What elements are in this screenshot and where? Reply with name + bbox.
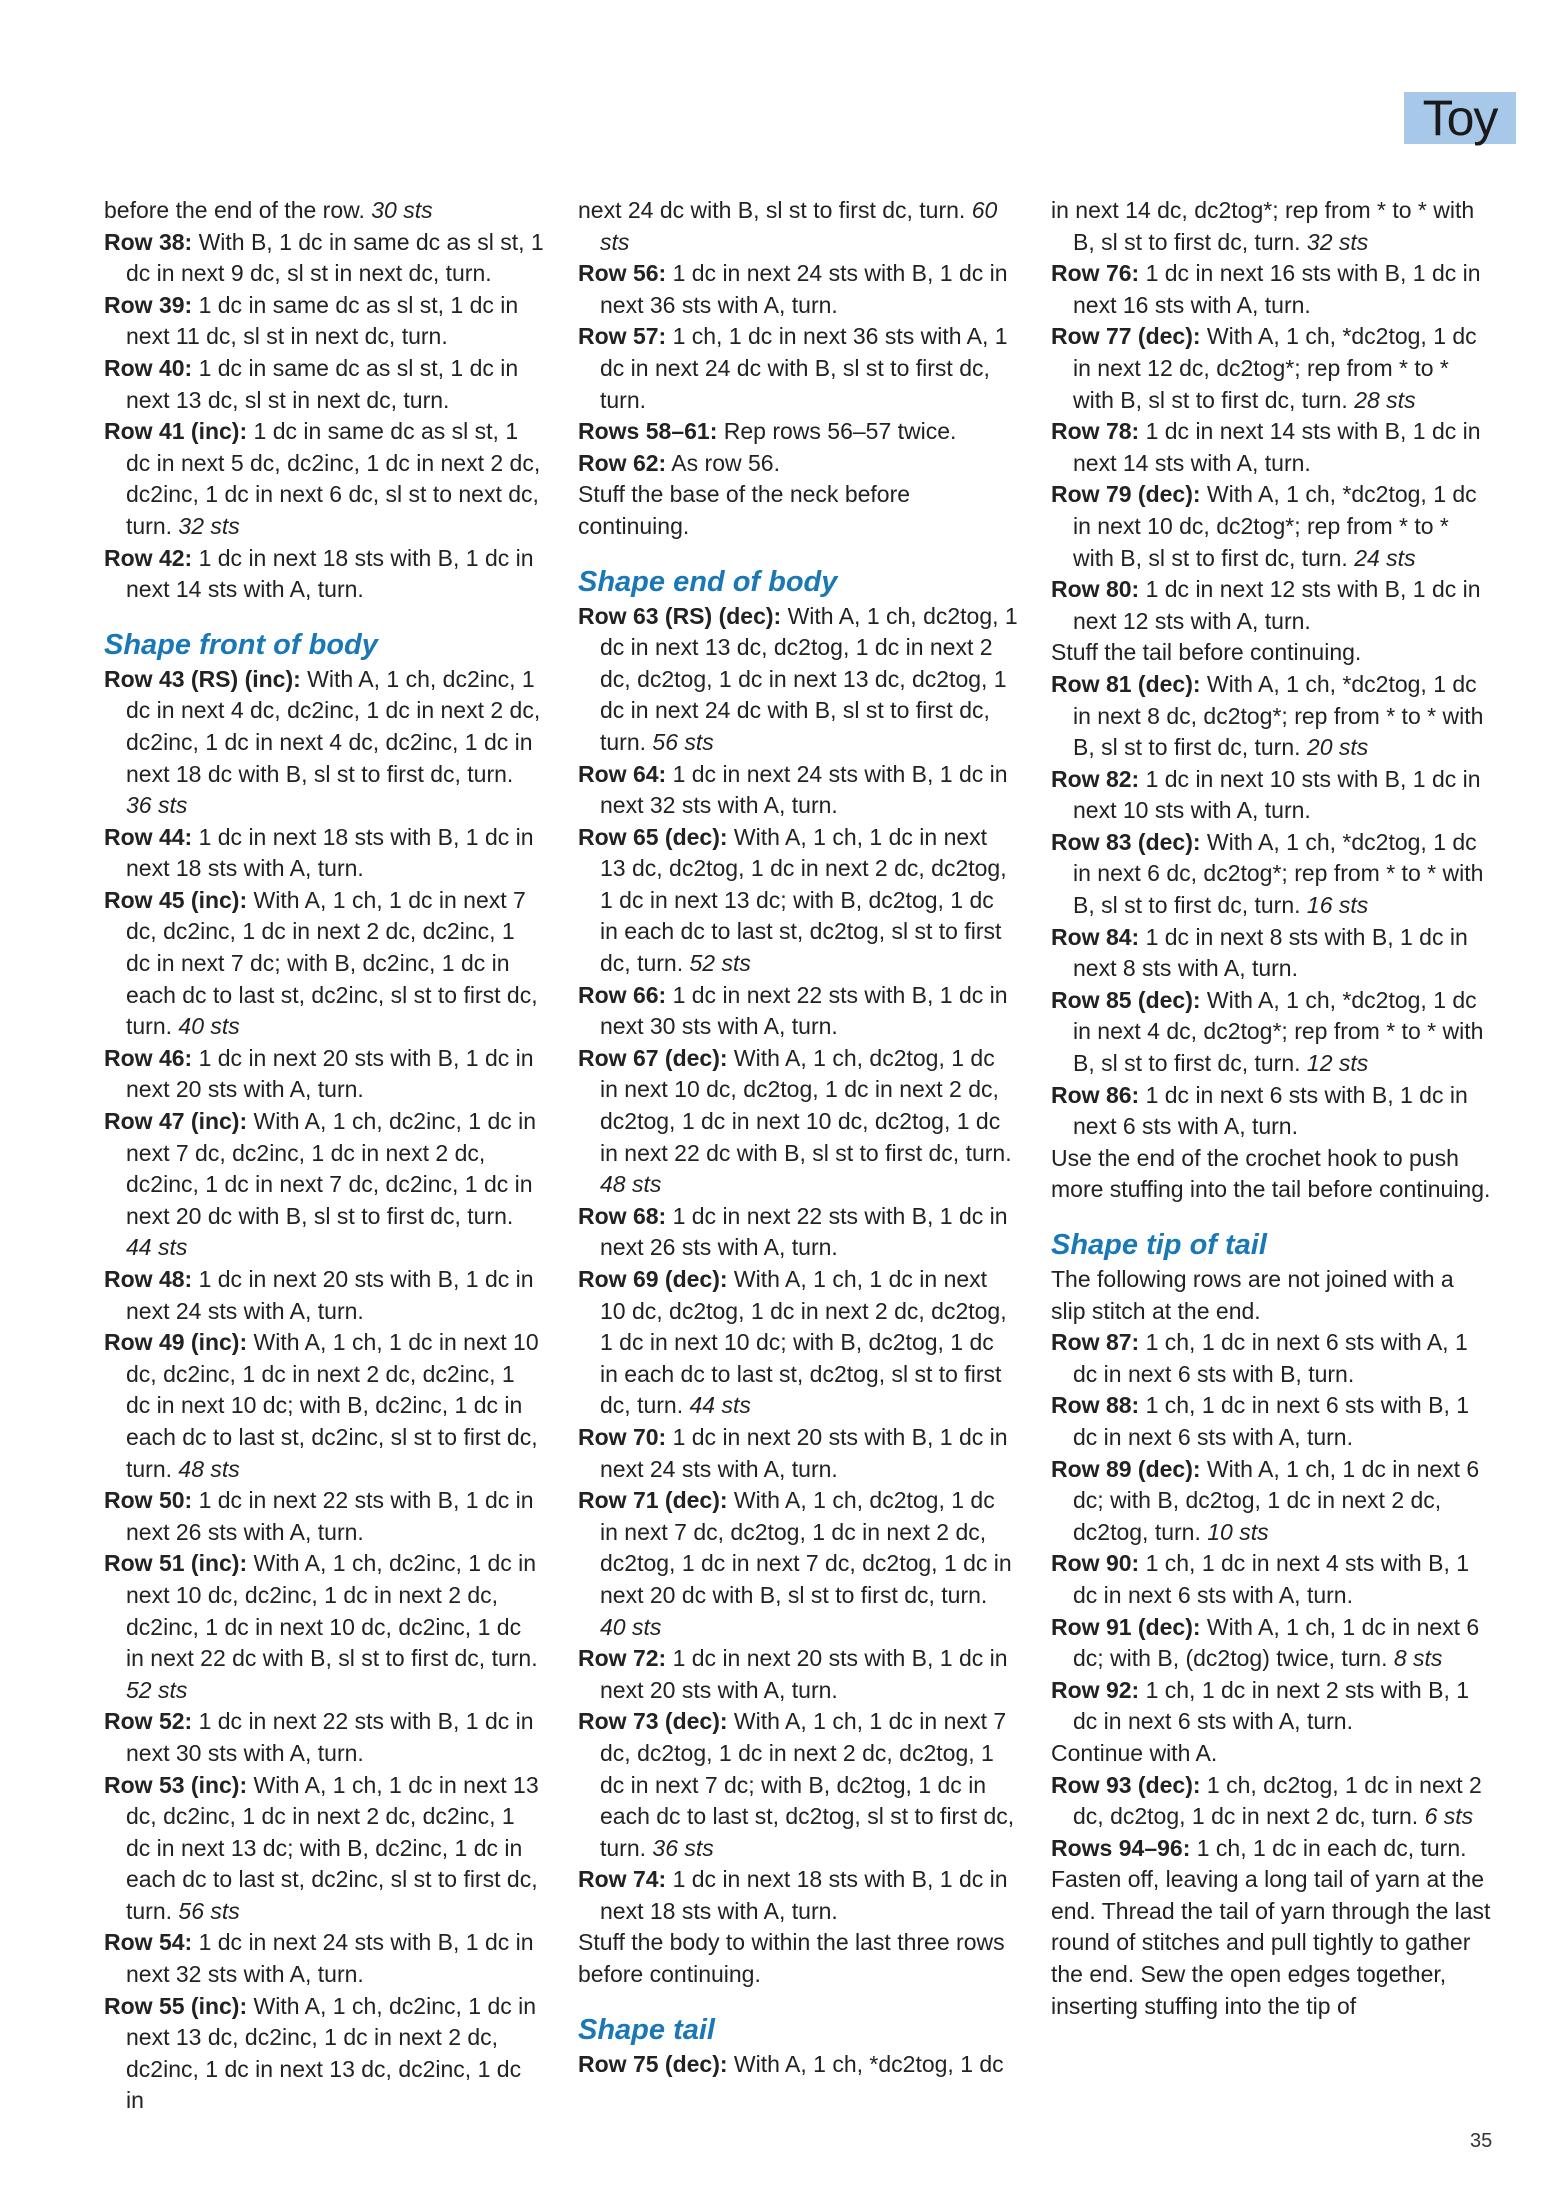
row-label: Row 42: [104, 544, 193, 571]
stitch-count: 52 sts [126, 1676, 188, 1703]
row-label: Row 88: [1051, 1392, 1140, 1419]
row-label: Row 79 (dec): [1051, 481, 1201, 508]
row-instruction [578, 2049, 1018, 2081]
row-label: Row 55 (inc): [104, 1992, 248, 2019]
instruction-text: Stuff the base of the neck before continuing. [578, 481, 911, 539]
section-heading: Shape tail [578, 2013, 715, 2046]
row-instruction [578, 822, 1018, 980]
row-text: With A, 1 ch, 1 dc in next 7 dc, dc2tog, 1 dc in next 2 dc, dc2tog, 1 dc in next 7 dc; with B, dc2tog, 1 dc in each dc to last st, dc2tog, sl st to first dc, turn. [600, 1708, 1015, 1861]
row-instruction [104, 290, 544, 353]
row-instruction [104, 664, 544, 822]
row-label: Row 44: [104, 823, 193, 850]
row-label: Row 73 (dec): [578, 1708, 728, 1735]
row-label: Row 74: [578, 1866, 667, 1893]
row-text: With A, 1 ch, 1 dc in next 7 dc, dc2inc, 1 dc in next 2 dc, dc2inc, 1 dc in next 7 dc; with B, dc2inc, 1 dc in each dc to last st, dc2inc, sl st to first dc, turn. [126, 886, 538, 1040]
row-label: Row 71 (dec): [578, 1487, 728, 1514]
row-instruction [1051, 1675, 1491, 1738]
row-label: Row 56: [578, 260, 667, 287]
row-text: 1 ch, 1 dc in next 6 sts with A, 1 dc in next 6 sts with B, turn. [1073, 1329, 1468, 1387]
row-instruction [1051, 479, 1491, 574]
row-text: With A, 1 ch, 1 dc in next 6 dc; with B, (dc2tog) twice, turn. [1073, 1613, 1480, 1672]
row-label: Row 82: [1051, 765, 1140, 792]
row-text: With A, 1 ch, *dc2tog, 1 dc in next 6 dc, dc2tog*; rep from * to * with B, sl st to first dc, turn. [1073, 828, 1484, 919]
stitch-count: 36 sts [652, 1834, 714, 1861]
row-text: 1 dc in next 24 sts with B, 1 dc in next 36 sts with A, turn. [600, 260, 1008, 318]
row-text: 1 ch, 1 dc in next 36 sts with A, 1 dc in next 24 dc with B, sl st to first dc, turn. [600, 323, 1008, 413]
row-label: Row 75 (dec): [578, 2050, 728, 2077]
row-text: next 24 dc with B, sl st to first dc, turn. [578, 197, 966, 223]
row-text: With A, 1 ch, 1 dc in next 10 dc, dc2tog, 1 dc in next 2 dc, dc2tog, 1 dc in next 10 dc; with B, dc2tog, 1 dc in each dc to last st, dc2tog, sl st to first dc, turn. [600, 1266, 1007, 1419]
row-text: With B, 1 dc in same dc as sl st, 1 dc in next 9 dc, sl st in next dc, turn. [126, 228, 544, 287]
stitch-count: 8 sts [1393, 1645, 1443, 1672]
row-label: Row 51 (inc): [104, 1550, 248, 1577]
stitch-count: 36 sts [126, 792, 188, 819]
row-label: Row 43 (RS) (inc): [104, 665, 301, 692]
row-label: Row 78: [1051, 418, 1140, 445]
row-text: With A, 1 ch, *dc2tog, 1 dc in next 12 dc, dc2tog*; rep from * to * with B, sl st to first dc, turn. [1073, 323, 1477, 413]
row-text: 1 dc in next 10 sts with B, 1 dc in next 10 sts with A, turn. [1073, 765, 1481, 824]
row-text: With A, 1 ch, dc2tog, 1 dc in next 7 dc, dc2tog, 1 dc in next 2 dc, dc2tog, 1 dc in next 7 dc, dc2tog, 1 dc in next 20 dc with B, sl st to first dc, turn. [600, 1487, 1012, 1608]
row-instruction [104, 1264, 544, 1327]
row-label: Row 80: [1051, 576, 1140, 603]
row-instruction [104, 1706, 544, 1769]
row-label: Row 39: [104, 291, 193, 318]
row-instruction [1051, 1612, 1491, 1675]
stitch-count: 40 sts [178, 1013, 240, 1040]
stitch-count: 6 sts [1424, 1803, 1474, 1830]
row-label: Row 93 (dec): [1051, 1771, 1201, 1798]
row-text: With A, 1 ch, *dc2tog, 1 dc in next 4 dc, dc2tog*; rep from * to * with B, sl st to first dc, turn. [1073, 986, 1484, 1077]
section-heading: Shape tip of tail [1051, 1229, 1267, 1261]
row-instruction [1051, 669, 1491, 764]
row-label: Row 84: [1051, 923, 1140, 950]
row-text: 1 dc in same dc as sl st, 1 dc in next 13 dc, sl st in next dc, turn. [126, 354, 519, 413]
row-text: With A, 1 ch, *dc2tog, 1 dc in next 8 dc, dc2tog*; rep from * to * with B, sl st to first dc, turn. [1073, 670, 1484, 761]
row-text: With A, 1 ch, 1 dc in next 13 dc, dc2inc, 1 dc in next 2 dc, dc2inc, 1 dc in next 13 dc; with B, dc2inc, 1 dc in each dc to last st, dc2inc, sl st to first dc, turn. [126, 1771, 539, 1924]
row-text: Rep rows 56–57 twice. [717, 418, 957, 445]
section-tag: Toy [1404, 92, 1516, 144]
row-label: Row 86: [1051, 1081, 1140, 1108]
row-instruction [1051, 1454, 1491, 1549]
stitch-count: 10 sts [1207, 1518, 1269, 1545]
row-text: 1 dc in next 18 sts with B, 1 dc in next 18 sts with A, turn. [600, 1866, 1008, 1924]
row-label: Row 85 (dec): [1051, 986, 1201, 1013]
row-instruction [104, 885, 544, 1043]
row-instruction [578, 1485, 1018, 1643]
row-instruction [578, 601, 1018, 759]
row-text: With A, 1 ch, dc2inc, 1 dc in next 7 dc, dc2inc, 1 dc in next 2 dc, dc2inc, 1 dc in next 7 dc, dc2inc, 1 dc in next 20 dc with B, sl st to first dc, turn. [126, 1108, 537, 1229]
row-text: 1 dc in next 18 sts with B, 1 dc in next 14 sts with A, turn. [126, 544, 534, 603]
row-instruction [578, 980, 1018, 1043]
row-label: Row 53 (inc): [104, 1771, 248, 1798]
instruction-text: The following rows are not joined with a slip stitch at the end. [1051, 1266, 1454, 1324]
row-instruction [1051, 985, 1491, 1080]
instruction-text: Continue with A. [1051, 1739, 1218, 1766]
row-instruction [104, 227, 544, 290]
row-label: Row 70: [578, 1423, 667, 1450]
row-instruction [104, 1485, 544, 1548]
row-instruction [578, 1422, 1018, 1485]
row-text: before the end of the row. [104, 197, 365, 223]
row-label: Row 57: [578, 323, 667, 350]
stitch-count: 32 sts [178, 512, 240, 539]
row-label: Row 76: [1051, 260, 1140, 287]
row-text: 1 dc in next 22 sts with B, 1 dc in next 26 sts with A, turn. [600, 1202, 1008, 1261]
row-instruction [104, 1927, 544, 1990]
stitch-count: 28 sts [1354, 386, 1416, 413]
instruction-text: Stuff the tail before continuing. [1051, 639, 1362, 666]
row-label: Row 87: [1051, 1329, 1140, 1356]
row-text: With A, 1 ch, 1 dc in next 6 dc; with B, dc2tog, 1 dc in next 2 dc, dc2tog, turn. [1073, 1455, 1480, 1545]
row-text: 1 ch, 1 dc in next 4 sts with B, 1 dc in next 6 sts with A, turn. [1073, 1550, 1470, 1608]
row-text: 1 ch, 1 dc in next 2 sts with B, 1 dc in next 6 sts with A, turn. [1073, 1676, 1470, 1735]
row-text: 1 dc in next 24 sts with B, 1 dc in next 32 sts with A, turn. [126, 1929, 534, 1988]
row-text: With A, 1 ch, dc2tog, 1 dc in next 10 dc, dc2tog, 1 dc in next 2 dc, dc2tog, 1 dc in next 10 dc, dc2tog, 1 dc in next 22 dc with B, sl st to first dc, turn. [600, 1044, 1012, 1166]
row-label: Row 49 (inc): [104, 1329, 248, 1356]
row-label: Row 81 (dec): [1051, 670, 1201, 697]
stitch-count: 32 sts [1306, 228, 1369, 255]
row-text: With A, 1 ch, dc2tog, 1 dc in next 13 dc, dc2tog, 1 dc in next 2 dc, dc2tog, 1 dc in next 13 dc, dc2tog, 1 dc in next 24 dc with B, sl st to first dc, turn. [600, 602, 1018, 755]
section-heading: Shape front of body [104, 628, 378, 661]
row-text: 1 dc in next 14 sts with B, 1 dc in next 14 sts with A, turn. [1073, 418, 1481, 476]
row-instruction [1051, 321, 1491, 416]
row-label: Row 52: [104, 1708, 193, 1735]
row-text: 1 dc in next 20 sts with B, 1 dc in next 20 sts with A, turn. [600, 1645, 1008, 1703]
row-label: Row 65 (dec): [578, 823, 728, 850]
row-label: Row 38: [104, 228, 193, 255]
row-instruction [1051, 1548, 1491, 1611]
row-label: Row 46: [104, 1044, 193, 1071]
row-instruction [104, 822, 544, 885]
row-instruction [1051, 1390, 1491, 1453]
row-text: 1 dc in next 22 sts with B, 1 dc in next 30 sts with A, turn. [126, 1708, 534, 1766]
row-label: Rows 58–61: [578, 418, 718, 445]
row-instruction [1051, 574, 1491, 637]
row-instruction [578, 1201, 1018, 1264]
row-label: Row 47 (inc): [104, 1108, 248, 1135]
row-instruction [578, 258, 1018, 321]
row-instruction [104, 1991, 544, 2117]
row-instruction [1051, 416, 1491, 479]
row-text: 1 dc in same dc as sl st, 1 dc in next 5 dc, dc2inc, 1 dc in next 2 dc, dc2inc, 1 dc in next 6 dc, sl st to next dc, turn. [126, 418, 541, 539]
row-label: Row 41 (inc): [104, 418, 248, 445]
row-instruction [1051, 922, 1491, 985]
row-text: in next 14 dc, dc2tog*; rep from * to * with B, sl st to first dc, turn. [1051, 197, 1475, 255]
column-1 [104, 195, 544, 2117]
row-instruction [1051, 1770, 1491, 1833]
stitch-count: 56 sts [652, 728, 714, 755]
row-text: With A, 1 ch, *dc2tog, 1 dc [727, 2050, 1004, 2077]
row-text: 1 dc in next 8 sts with B, 1 dc in next 8 sts with A, turn. [1073, 923, 1468, 982]
row-label: Row 89 (dec): [1051, 1455, 1201, 1482]
stitch-count: 56 sts [178, 1897, 240, 1924]
stitch-count: 60 sts [600, 197, 998, 255]
row-instruction [104, 1106, 544, 1264]
column-2 [578, 195, 1018, 2080]
row-instruction [104, 195, 544, 227]
row-instruction [578, 416, 1018, 448]
row-instruction [104, 543, 544, 606]
row-text: With A, 1 ch, 1 dc in next 10 dc, dc2inc, 1 dc in next 2 dc, dc2inc, 1 dc in next 10 dc; with B, dc2inc, 1 dc in each dc to last st, dc2inc, sl st to first dc, turn. [126, 1329, 539, 1482]
row-label: Row 64: [578, 760, 667, 787]
row-text: As row 56. [666, 449, 780, 476]
stitch-count: 24 sts [1354, 544, 1416, 571]
row-label: Row 72: [578, 1645, 667, 1672]
row-instruction [104, 353, 544, 416]
row-text: 1 dc in next 12 sts with B, 1 dc in next 12 sts with A, turn. [1073, 576, 1481, 634]
row-instruction [1051, 1327, 1491, 1390]
row-text: 1 ch, dc2tog, 1 dc in next 2 dc, dc2tog, 1 dc in next 2 dc, turn. [1073, 1771, 1482, 1830]
row-text: 1 ch, 1 dc in next 6 sts with B, 1 dc in next 6 sts with A, turn. [1073, 1392, 1470, 1450]
row-instruction [1051, 764, 1491, 827]
row-text: 1 dc in next 22 sts with B, 1 dc in next 30 sts with A, turn. [600, 981, 1008, 1040]
row-text: 1 dc in next 20 sts with B, 1 dc in next 24 sts with A, turn. [126, 1266, 534, 1324]
stitch-count: 48 sts [600, 1171, 662, 1198]
row-instruction [104, 416, 544, 542]
stitch-count: 16 sts [1306, 892, 1369, 919]
row-instruction [578, 1264, 1018, 1422]
row-instruction [1051, 1833, 1491, 1865]
instruction-text: Stuff the body to within the last three rows before continuing. [578, 1929, 1005, 1988]
row-text: With A, 1 ch, *dc2tog, 1 dc in next 10 dc, dc2tog*; rep from * to * with B, sl st to first dc, turn. [1073, 481, 1477, 571]
row-label: Row 92: [1051, 1676, 1140, 1703]
row-label: Row 40: [104, 354, 193, 381]
row-text: With A, 1 ch, 1 dc in next 13 dc, dc2tog, 1 dc in next 2 dc, dc2tog, 1 dc in next 13 dc; with B, dc2tog, 1 dc in each dc to last st, dc2tog, sl st to first dc, turn. [600, 823, 1007, 977]
row-text: 1 dc in same dc as sl st, 1 dc in next 11 dc, sl st in next dc, turn. [126, 291, 519, 350]
row-label: Row 54: [104, 1929, 193, 1956]
row-text: 1 ch, 1 dc in each dc, turn. [1190, 1834, 1467, 1861]
row-text: 1 dc in next 16 sts with B, 1 dc in next 16 sts with A, turn. [1073, 260, 1481, 318]
row-instruction [578, 1043, 1018, 1201]
column-3 [1051, 195, 1491, 2022]
row-label: Row 45 (inc): [104, 886, 248, 913]
stitch-count: 40 sts [600, 1613, 662, 1640]
row-label: Row 69 (dec): [578, 1266, 728, 1292]
row-label: Row 91 (dec): [1051, 1613, 1201, 1640]
row-instruction [578, 195, 1018, 258]
row-label: Rows 94–96: [1051, 1834, 1191, 1861]
row-label: Row 90: [1051, 1550, 1140, 1577]
stitch-count: 12 sts [1306, 1050, 1369, 1077]
row-text: With A, 1 ch, dc2inc, 1 dc in next 10 dc, dc2inc, 1 dc in next 2 dc, dc2inc, 1 dc in next 10 dc, dc2inc, 1 dc in next 22 dc with B, sl st to first dc, turn. [126, 1550, 538, 1672]
row-label: Row 63 (RS) (dec): [578, 602, 782, 629]
row-instruction [1051, 195, 1491, 258]
stitch-count: 48 sts [178, 1455, 240, 1482]
row-label: Row 77 (dec): [1051, 323, 1201, 350]
stitch-count: 20 sts [1306, 734, 1369, 761]
row-text: 1 dc in next 20 sts with B, 1 dc in next 20 sts with A, turn. [126, 1044, 534, 1103]
row-text: 1 dc in next 22 sts with B, 1 dc in next 26 sts with A, turn. [126, 1487, 534, 1545]
row-instruction [578, 321, 1018, 416]
row-instruction [104, 1770, 544, 1928]
row-instruction [578, 1643, 1018, 1706]
row-text: 1 dc in next 20 sts with B, 1 dc in next 24 sts with A, turn. [600, 1423, 1008, 1482]
row-instruction [578, 448, 1018, 480]
row-instruction [578, 759, 1018, 822]
instruction-text: Fasten off, leaving a long tail of yarn at the end. Thread the tail of yarn through the last round of stitches and pull tightly to gather the end. Sew the open edges together, inserting stuffing into the tip of [1051, 1866, 1491, 2019]
row-instruction [578, 1706, 1018, 1864]
section-heading: Shape end of body [578, 565, 838, 598]
row-label: Row 67 (dec): [578, 1044, 728, 1071]
row-instruction [1051, 258, 1491, 321]
row-text: 1 dc in next 24 sts with B, 1 dc in next 32 sts with A, turn. [600, 760, 1008, 819]
instruction-text: Use the end of the crochet hook to push more stuffing into the tail before continuing. [1051, 1144, 1491, 1203]
row-label: Row 48: [104, 1266, 193, 1292]
row-text: 1 dc in next 6 sts with B, 1 dc in next 6 sts with A, turn. [1073, 1081, 1468, 1140]
row-label: Row 83 (dec): [1051, 828, 1201, 855]
row-instruction [104, 1043, 544, 1106]
row-instruction [104, 1327, 544, 1485]
row-instruction [1051, 827, 1491, 922]
row-label: Row 62: [578, 449, 667, 476]
row-label: Row 66: [578, 981, 667, 1008]
row-instruction [104, 1548, 544, 1706]
row-label: Row 68: [578, 1202, 667, 1229]
stitch-count: 30 sts [371, 197, 433, 223]
row-text: With A, 1 ch, dc2inc, 1 dc in next 13 dc, dc2inc, 1 dc in next 2 dc, dc2inc, 1 dc in next 13 dc, dc2inc, 1 dc in [126, 1992, 537, 2114]
stitch-count: 44 sts [689, 1392, 751, 1419]
row-label: Row 50: [104, 1487, 193, 1514]
stitch-count: 52 sts [689, 950, 751, 977]
row-text: 1 dc in next 18 sts with B, 1 dc in next 18 sts with A, turn. [126, 823, 534, 882]
row-instruction [1051, 1080, 1491, 1143]
page-number: 35 [1470, 2130, 1493, 2152]
row-instruction [578, 1864, 1018, 1927]
row-text: With A, 1 ch, dc2inc, 1 dc in next 4 dc, dc2inc, 1 dc in next 2 dc, dc2inc, 1 dc in next 4 dc, dc2inc, 1 dc in next 18 dc with B, sl st to first dc, turn. [126, 665, 541, 787]
stitch-count: 44 sts [126, 1234, 188, 1261]
